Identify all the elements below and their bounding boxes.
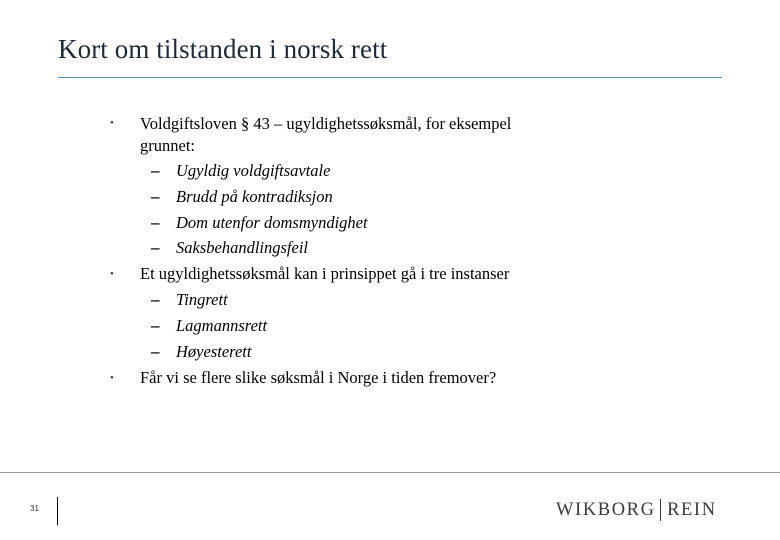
- company-logo: [556, 498, 717, 522]
- page-number: 31: [30, 504, 39, 513]
- dash-marker: –: [151, 316, 160, 335]
- sub-item: Brudd på kontradiksjon: [176, 187, 333, 206]
- bullet-marker: •: [110, 117, 114, 129]
- dash-marker: –: [151, 290, 160, 309]
- bullet-text: Et ugyldighetssøksmål kan i prinsippet gå i tre instanser: [140, 264, 510, 283]
- dash-marker: –: [151, 213, 160, 232]
- dash-marker: –: [151, 161, 160, 180]
- footer-divider: [0, 472, 780, 473]
- sub-item: Saksbehandlingsfeil: [176, 238, 308, 257]
- bullet-text: Voldgiftsloven § 43 – ugyldighetssøksmål, for eksempel: [140, 114, 512, 133]
- dash-marker: –: [151, 187, 160, 206]
- dash-marker: –: [151, 238, 160, 257]
- bullet-marker: •: [110, 372, 114, 384]
- slide-title: Kort om tilstanden i norsk rett: [58, 34, 388, 64]
- page-number-separator: [57, 497, 58, 525]
- logo-text-right: REIN: [667, 499, 717, 520]
- sub-item: Lagmannsrett: [176, 316, 268, 335]
- bullet-marker: •: [110, 268, 114, 280]
- logo-separator: [660, 499, 662, 521]
- bullet-text: grunnet:: [140, 136, 195, 155]
- sub-item: Tingrett: [176, 290, 228, 309]
- sub-item: Høyesterett: [176, 342, 252, 361]
- logo-text-left: WIKBORG: [556, 499, 656, 520]
- bullet-text: Får vi se flere slike søksmål i Norge i tiden fremover?: [140, 368, 497, 387]
- dash-marker: –: [151, 342, 160, 361]
- sub-item: Dom utenfor domsmyndighet: [176, 213, 368, 232]
- sub-item: Ugyldig voldgiftsavtale: [176, 161, 331, 180]
